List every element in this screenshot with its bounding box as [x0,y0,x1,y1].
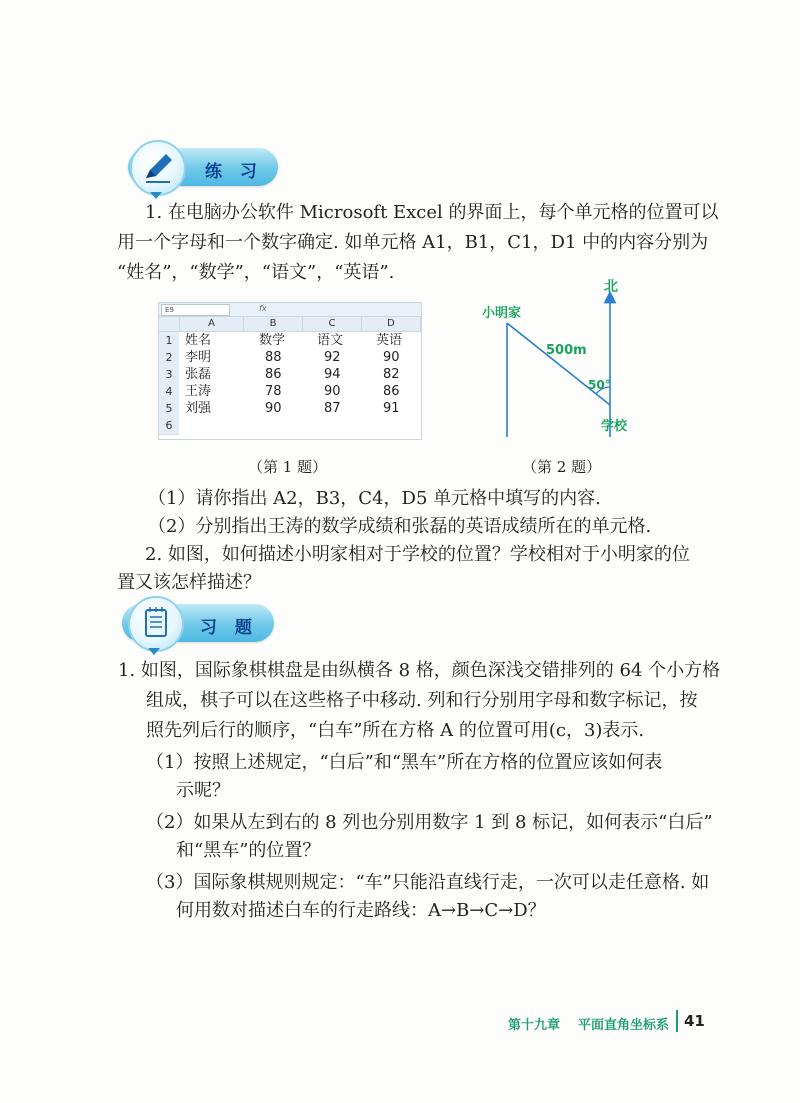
problems-banner-pointer [148,648,160,655]
column-header-c: C [303,317,362,332]
north-label: 北 [604,279,618,295]
q2-line-1: 2. 如图，如何描述小明家相对于学校的位置？学校相对于小明家的位 [145,544,690,565]
row-header: 1 [159,332,179,350]
table-cell: 李明 [185,350,212,365]
table-cell: 92 [324,350,341,365]
figure-caption-2: （第 2 题） [522,458,602,476]
page-number: 41 [684,1012,705,1030]
fx-icon: fx [259,304,267,313]
table-cell: 94 [324,367,341,382]
problem-1-line-2: 组成，棋子可以在这些格子中移动. 列和行分别用字母和数字标记，按 [146,690,698,711]
problem-1-sub-3-line-2: 何用数对描述白车的行走路线：A→B→C→D？ [176,900,546,921]
row-header: 2 [159,349,179,367]
table-cell: 88 [265,350,282,365]
pencil-icon-badge [130,140,186,196]
notebook-icon-badge [128,596,184,652]
table-cell: 数学 [259,333,286,348]
footer-chapter: 第十九章 [508,1018,561,1033]
school-label: 学校 [601,419,628,434]
problem-1-sub-1-line-2: 示呢？ [176,780,230,801]
home-to-school-line [507,323,610,405]
table-cell: 张磊 [185,367,212,382]
angle-label: 50° [588,378,611,392]
problem-1-sub-1-line-1: （1）按照上述规定，“白后”和“黑车”所在方格的位置应该如何表 [146,752,663,773]
table-cell: 86 [265,367,282,382]
sub-question-2: （2）分别指出王涛的数学成绩和张磊的英语成绩所在的单元格. [148,516,652,537]
table-cell: 英语 [376,333,403,348]
table-cell: 姓名 [185,333,212,348]
sub-question-1: （1）请你指出 A2，B3，C4，D5 单元格中填写的内容. [148,488,601,509]
pencil-icon [132,142,184,194]
table-cell: 86 [383,384,400,399]
table-cell: 82 [383,367,400,382]
q1-line-3: “姓名”，“数学”，“语文”，“英语”. [117,262,395,283]
table-cell: 78 [265,384,282,399]
problem-1-sub-3-line-1: （3）国际象棋规则规定：“车”只能沿直线行走，一次可以走任意格. 如 [146,872,710,893]
column-header-d: D [362,317,421,332]
q1-line-1: 1. 在电脑办公软件 Microsoft Excel 的界面上，每个单元格的位置可以 [145,202,719,223]
row-header: 5 [159,400,179,418]
footer-divider [676,1010,678,1032]
footer-chapter-title: 平面直角坐标系 [578,1018,670,1033]
q1-line-2: 用一个字母和一个数字确定. 如单元格 A1，B1，C1，D1 中的内容分别为 [117,232,709,253]
problems-title: 习 题 [200,618,258,638]
problem-1-sub-2-line-1: （2）如果从左到右的 8 列也分别用数字 1 到 8 标记，如何表示“白后” [146,812,713,833]
formula-bar [159,303,421,317]
table-cell: 87 [324,401,341,416]
table-cell: 90 [265,401,282,416]
notebook-icon [130,598,182,650]
row-header: 4 [159,383,179,401]
figure-caption-1: （第 1 题） [248,458,328,476]
column-header-a: A [180,317,244,332]
problem-1-line-3: 照先列后行的顺序，“白车”所在方格 A 的位置可用(c，3)表示. [146,720,645,741]
table-cell: 90 [383,350,400,365]
table-cell: 91 [383,401,400,416]
excel-spreadsheet [158,302,422,440]
problem-1-line-1: 1. 如图，国际象棋棋盘是由纵横各 8 格，颜色深浅交错排列的 64 个小方格 [118,660,721,681]
table-cell: 刘强 [185,401,212,416]
distance-label: 500m [546,343,587,358]
exercise-title: 练 习 [205,162,263,182]
table-cell: 90 [324,384,341,399]
corner-header [159,317,180,332]
q2-line-2: 置又该怎样描述？ [117,572,261,593]
table-cell: 王涛 [185,384,212,399]
column-header-b: B [244,317,303,332]
row-header: 6 [159,417,179,435]
name-box: E9 [161,304,230,316]
home-label: 小明家 [482,306,522,321]
problem-1-sub-2-line-2: 和“黑车”的位置？ [176,840,321,861]
row-header: 3 [159,366,179,384]
direction-diagram [470,275,670,445]
table-cell: 语文 [317,333,344,348]
